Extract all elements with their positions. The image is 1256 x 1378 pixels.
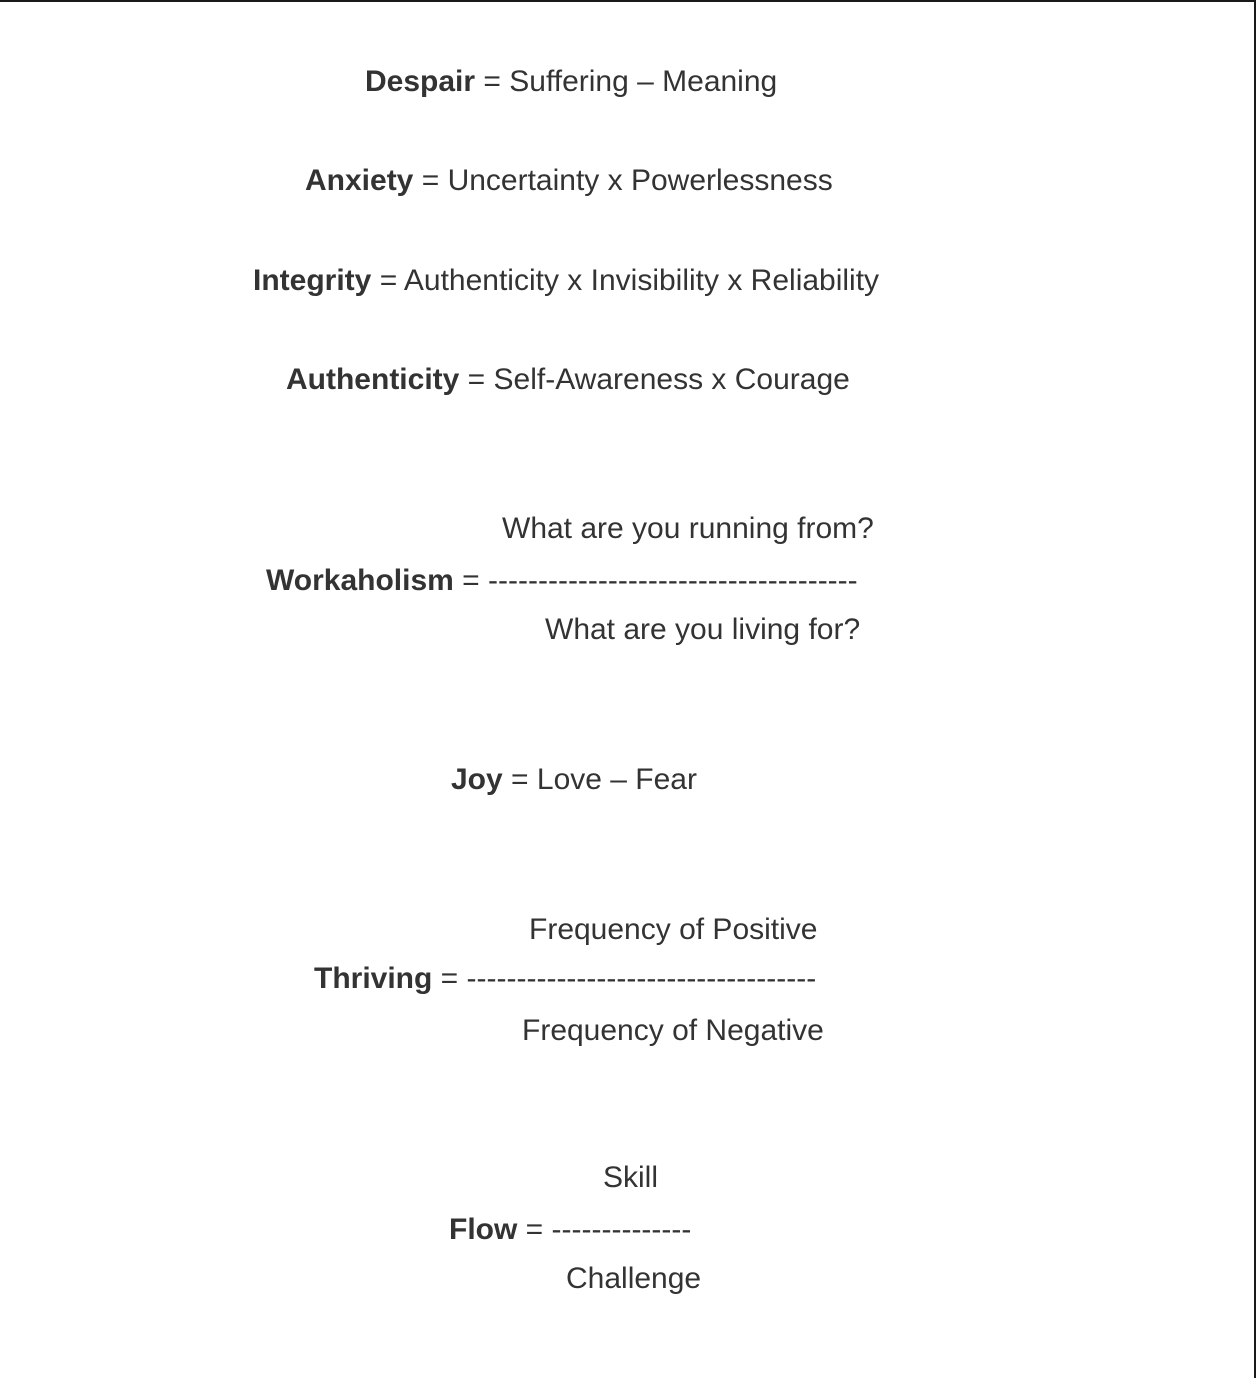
equation-authenticity (286, 362, 850, 398)
flow-numerator: Skill (603, 1161, 659, 1194)
fraction-bar: = ----------------------------------- (432, 962, 817, 995)
equation-anxiety (305, 163, 833, 199)
equation-formula: = Suffering – Meaning (475, 65, 778, 98)
thriving-denominator: Frequency of Negative (522, 1014, 824, 1047)
fraction-bar: = -------------- (517, 1213, 692, 1246)
equation-integrity (253, 263, 879, 299)
equation-formula: = Self-Awareness x Courage (459, 363, 850, 396)
equation-thriving (314, 961, 816, 997)
equation-term: Despair (365, 65, 476, 98)
equation-despair (365, 64, 777, 100)
flow-denominator: Challenge (566, 1262, 702, 1295)
equation-formula: = Love – Fear (502, 763, 697, 796)
workaholism-denominator: What are you living for? (545, 613, 861, 646)
equation-formula: = Authenticity x Invisibility x Reliability (371, 264, 880, 297)
equation-term: Joy (451, 763, 503, 796)
equation-formula: = Uncertainty x Powerlessness (413, 164, 833, 197)
fraction-bar: = ------------------------------------- (453, 564, 858, 597)
equation-term: Authenticity (286, 363, 460, 396)
equation-term: Workaholism (266, 564, 454, 597)
top-border (0, 0, 1256, 2)
equation-workaholism (266, 563, 858, 599)
equation-joy (451, 762, 697, 798)
equation-flow (449, 1212, 691, 1248)
workaholism-numerator: What are you running from? (502, 512, 874, 545)
equation-term: Integrity (253, 264, 372, 297)
equation-term: Anxiety (305, 164, 414, 197)
equation-term: Flow (449, 1213, 518, 1246)
equation-term: Thriving (314, 962, 433, 995)
thriving-numerator: Frequency of Positive (529, 913, 818, 946)
